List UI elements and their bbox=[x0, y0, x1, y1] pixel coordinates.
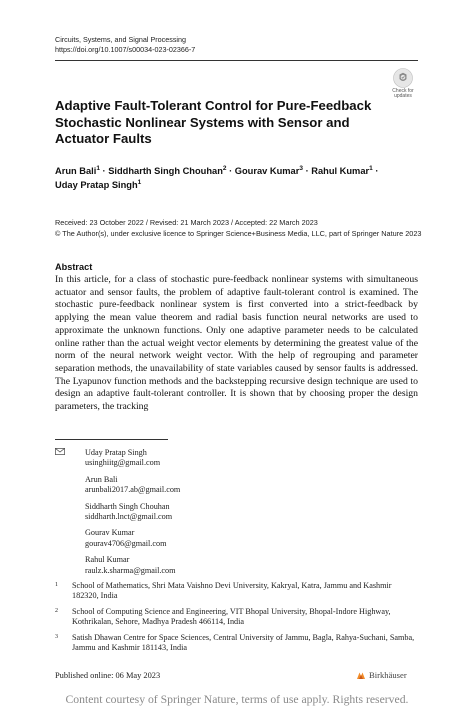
correspondence-entry: Uday Pratap Singh usinghiitg@gmail.com bbox=[85, 448, 415, 469]
courtesy-notice: Content courtesy of Springer Nature, terms of use apply. Rights reserved. bbox=[65, 693, 409, 706]
email-link[interactable]: raulz.k.sharma@gmail.com bbox=[85, 565, 176, 575]
affiliation-item: 2 School of Computing Science and Engineering, VIT Bhopal University, Bhopal-Indore Highway, Kothrikalan, Sehore, Madhya Pradesh 466114, India bbox=[55, 606, 391, 627]
correspondence-entry: Siddharth Singh Chouhan siddharth.lnct@gmail.com bbox=[85, 502, 415, 523]
email-link[interactable]: siddharth.lnct@gmail.com bbox=[85, 512, 173, 522]
correspondence-entry: Gourav Kumar gourav4706@gmail.com bbox=[85, 528, 415, 549]
author-name: Uday Pratap Singh$^1$ bbox=[55, 178, 142, 190]
author-name: Gourav Kumar$^3$ bbox=[234, 165, 303, 176]
copyright-line: © The Author(s), under exclusive licence to Springer Science+Business Media, LLC, part of Springer Nature 2023 bbox=[55, 228, 422, 238]
email-link[interactable]: usinghiitg@gmail.com bbox=[85, 458, 161, 468]
correspondence-entry: Rahul Kumar raulz.k.sharma@gmail.com bbox=[85, 555, 415, 576]
abstract-heading: Abstract bbox=[55, 262, 93, 272]
correspondence-block bbox=[55, 448, 415, 582]
abstract-text: In this article, for a class of stochastic pure-feedback nonlinear systems with simultaneous actuator and sensor faults, the problem of adaptive fault-tolerant control is examined. The stochastic pure-feedback nonlinear system is first converted into a strict-feedback by applying the mean value theorem and radial basis function neural networks are used to approximate the unknown functions. Only one adaptive parameter needs to be calculated online rather than the actual weight vector elements by determining the greatest value of the norm of the neural network weight vector. With the help of regrouping and parameter separation methods, the unavailability of state variables caused by sensor faults is addressed. The Lyapunov function methods and the backstepping recursive design technique are used to design an adaptive fault-tolerant controller. It is shown that by choosing proper the design parameters, the tracking bbox=[55, 274, 418, 413]
affiliation-item: 3 Satish Dhawan Centre for Space Sciences, Central University of Jammu, Bagla, Rahya-Suchani, Samba, Jammu and Kashmir 181143, India bbox=[55, 632, 415, 653]
email-link[interactable]: arunbali2017.ab@gmail.com bbox=[85, 485, 181, 495]
check-for-updates-badge[interactable] bbox=[386, 68, 420, 100]
envelope-icon bbox=[55, 448, 65, 455]
journal-header bbox=[55, 35, 195, 55]
author-list: Arun Bali$^1$ · Siddharth Singh Chouhan$^2$ · Gourav Kumar$^3$ · Rahul Kumar$^1$ · Uday Pratap Singh$^1$ bbox=[55, 165, 379, 190]
affiliation-item: 1 School of Mathematics, Shri Mata Vaishno Devi University, Kakryal, Katra, Jammu and Kashmir 182320, India bbox=[55, 581, 392, 601]
check-updates-label: Check for updates bbox=[392, 88, 414, 99]
header-rule bbox=[55, 60, 418, 61]
affiliations bbox=[55, 581, 418, 658]
author-name: Siddharth Singh Chouhan$^2$ bbox=[108, 165, 227, 176]
email-link[interactable]: gourav4706@gmail.com bbox=[85, 538, 167, 548]
author-name: Rahul Kumar$^1$ bbox=[311, 165, 373, 176]
article-title: Adaptive Fault-Tolerant Control for Pure-Feedback Stochastic Nonlinear Systems with Sensor and Actuator Faults bbox=[55, 98, 372, 146]
check-updates-icon bbox=[393, 68, 413, 88]
author-name: Arun Bali$^1$ bbox=[55, 165, 100, 176]
publication-history: Received: 23 October 2022 / Revised: 21 March 2023 / Accepted: 22 March 2023 bbox=[55, 218, 318, 227]
birkhauser-logo-icon bbox=[356, 671, 366, 680]
correspondence-entry: Arun Bali arunbali2017.ab@gmail.com bbox=[85, 475, 415, 496]
publisher-mark bbox=[356, 670, 407, 680]
article-dates bbox=[55, 218, 430, 239]
doi-link[interactable]: https://doi.org/10.1007/s00034-023-02366-7 bbox=[55, 45, 196, 54]
footnote-rule bbox=[55, 439, 168, 440]
journal-name: Circuits, Systems, and Signal Processing bbox=[55, 35, 187, 44]
publisher-name: Birkhäuser bbox=[369, 670, 407, 680]
published-date: Published online: 06 May 2023 bbox=[55, 671, 161, 680]
